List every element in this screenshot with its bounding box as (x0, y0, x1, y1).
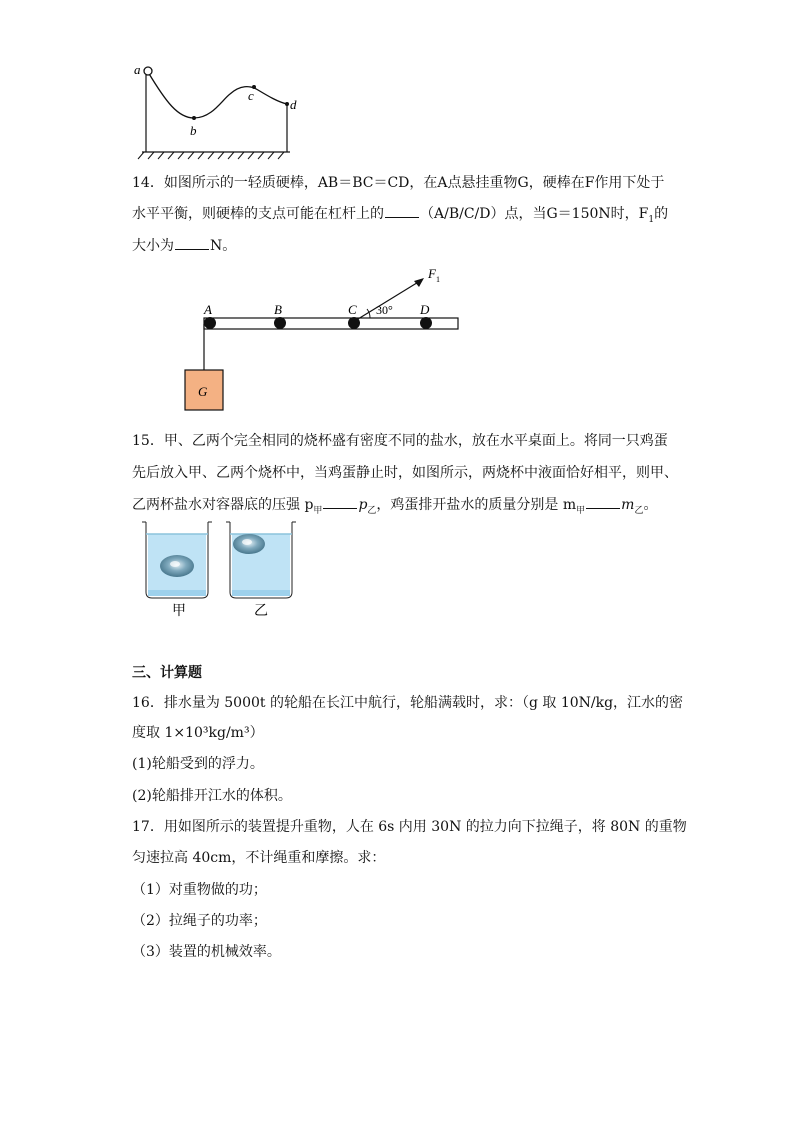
q16-sub-2: (2)轮船排开江水的体积。 (132, 788, 292, 804)
lever-figure (180, 262, 470, 417)
label-C: C (348, 302, 357, 317)
q15-line-3: 乙两杯盐水对容器底的压强 $p_甲$ $p_乙$，鸡蛋排开盐水的质量分别是 $m_甲$ $m_乙$。 (132, 497, 658, 516)
track-figure (130, 60, 310, 160)
q16-sub-1: (1)轮船受到的浮力。 (132, 756, 264, 772)
beakers-figure (134, 518, 304, 620)
force-label: F (428, 266, 436, 281)
q14-line-1: 14．如图所示的一轻质硬棒，AB＝BC＝CD，在A点悬挂重物G，硬棒在F作用下处于 (132, 175, 665, 191)
beaker-jia (142, 522, 212, 598)
q15-blank-mass[interactable] (586, 496, 620, 509)
label-jia: 甲 (172, 604, 186, 619)
q15-line-2: 先后放入甲、乙两个烧杯中，当鸡蛋静止时，如图所示，两烧杯中液面恰好相平，则甲、 (132, 465, 678, 481)
label-B: B (274, 302, 282, 317)
q14-blank-pivot[interactable] (385, 205, 419, 218)
q16-line-1: 16．排水量为 5000t 的轮船在长江中航行，轮船满载时，求：（g 取 10N/kg，江水的密 (132, 695, 684, 711)
q14-line-3: 大小为 N。 (132, 238, 237, 254)
label-b: b (190, 123, 197, 138)
section-title-calculation: 三、计算题 (132, 665, 202, 681)
point-B (274, 317, 286, 329)
angle-label: 30° (376, 303, 393, 317)
beaker-yi (226, 522, 296, 598)
force-arrowhead (414, 278, 424, 287)
label-a: a (134, 62, 141, 77)
weight-label: G (198, 384, 208, 399)
label-D: D (420, 302, 430, 317)
q15-blank-pressure[interactable] (323, 496, 357, 509)
q17-sub-3: （3）装置的机械效率。 (132, 944, 281, 960)
q17-sub-2: （2）拉绳子的功率； (132, 913, 267, 929)
ball-at-a (144, 67, 152, 75)
label-yi: 乙 (254, 604, 268, 619)
point-D (420, 317, 432, 329)
ground-hatching (138, 152, 284, 159)
q15-line-1: 15．甲、乙两个完全相同的烧杯盛有密度不同的盐水，放在水平桌面上。将同一只鸡蛋 (132, 433, 668, 449)
q16-line-2: 度取 1×10³kg/m³） (132, 725, 264, 741)
q14-blank-force[interactable] (175, 237, 209, 250)
label-c: c (248, 88, 254, 103)
track-curve (148, 72, 287, 118)
q17-line-1: 17．用如图所示的装置提升重物，人在 6s 内用 30N 的拉力向下拉绳子，将 80N 的重物 (132, 819, 687, 835)
q17-sub-1: （1）对重物做的功； (132, 882, 267, 898)
q14-line-2: 水平平衡，则硬棒的支点可能在杠杆上的 （A/B/C/D）点，当G＝150N时，$F_1$的 (132, 206, 669, 225)
label-d: d (290, 97, 297, 112)
point-b (192, 116, 196, 120)
point-d (285, 102, 289, 106)
point-A (204, 317, 216, 329)
q17-line-2: 匀速拉高 40cm，不计绳重和摩擦。求： (132, 850, 386, 866)
force-label-sub: 1 (436, 275, 440, 284)
lever-bar (204, 318, 458, 329)
label-A: A (204, 302, 212, 317)
